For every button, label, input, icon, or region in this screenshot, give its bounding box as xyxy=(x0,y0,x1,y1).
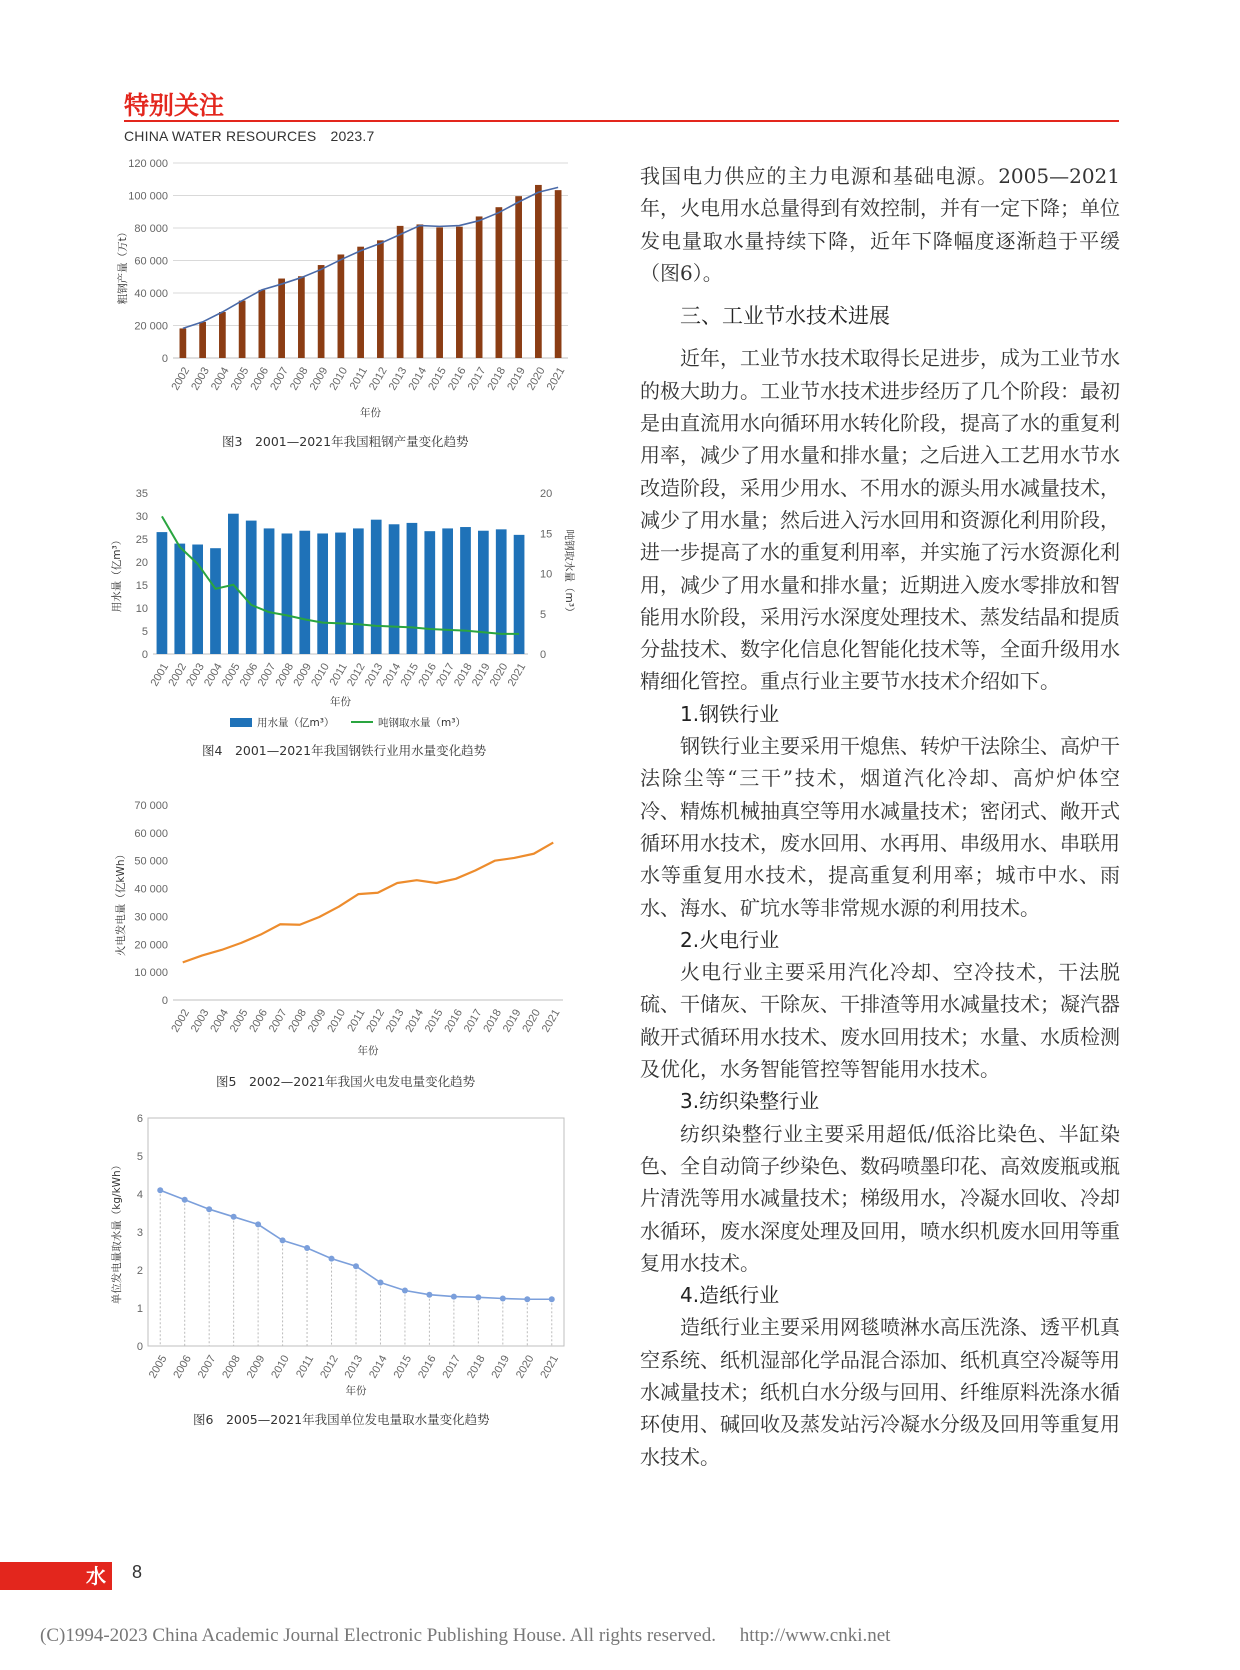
x-tick-label: 2010 xyxy=(327,365,351,393)
y-tick-label: 10 000 xyxy=(134,967,168,980)
data-point xyxy=(280,1237,286,1243)
x-tick-label: 2009 xyxy=(307,365,331,393)
paragraph: 纺织染整行业主要采用超低/低浴比染色、半缸染色、全自动筒子纱染色、数码喷墨印花、高效废瓶或瓶片清洗等用水减量技术；梯级用水，冷凝水回收、冷却水循环，废水深度处理及回用，喷水织机废水回用等重复用水技术。 xyxy=(640,1121,1120,1275)
x-axis-label: 年份 xyxy=(357,1045,379,1057)
page-number: 8 xyxy=(132,1562,143,1582)
x-tick-label: 2011 xyxy=(294,1353,317,1380)
x-tick-label: 2002 xyxy=(169,365,193,393)
x-tick-label: 2020 xyxy=(525,365,548,393)
x-tick-label: 2005 xyxy=(219,661,243,689)
x-tick-label: 2004 xyxy=(202,661,225,689)
paragraph: 近年，工业节水技术取得长足进步，成为工业节水的极大助力。工业节水技术进步经历了几个阶段：最初是由直流用水向循环用水转化阶段，提高了水的重复利用率，减少了用水量和排水量；之后进入工艺用水节水改造阶段，采用少用水、不用水的源头用水减量技术，减少了用水量；然后进入污水回用和资源化利用阶段，进一步提高了水的重复利用率，并实施了污水资源化利用，减少了用水量和排水量；近期进入废水零排放和智能用水阶段，采用污水深度处理技术、蒸发结晶和提质分盐技术、数字化信息化智能化技术等，全面升级用水精细化管控。重点行业主要节水技术介绍如下。 xyxy=(640,346,1120,694)
x-tick-label: 2011 xyxy=(347,365,370,392)
x-tick-label: 2003 xyxy=(188,1007,212,1035)
bar xyxy=(535,185,542,358)
figure-6-caption: 图6 2005—2021年我国单位发电量取水量变化趋势 xyxy=(193,1412,490,1427)
data-point xyxy=(475,1294,481,1300)
x-tick-label: 2013 xyxy=(342,1353,366,1381)
x-tick-label: 2004 xyxy=(209,365,232,393)
data-point xyxy=(231,1214,237,1220)
x-tick-label: 2013 xyxy=(383,1007,407,1035)
data-point xyxy=(426,1292,432,1298)
y-tick-label: 80 000 xyxy=(134,223,168,235)
bar xyxy=(371,520,382,654)
section-heading: 三、工业节水技术进展 xyxy=(680,304,890,329)
data-point xyxy=(549,1296,555,1302)
x-tick-label: 2019 xyxy=(500,1007,524,1035)
x-tick-label: 2014 xyxy=(367,1353,390,1381)
legend-swatch xyxy=(230,718,252,727)
figure-5 xyxy=(115,800,578,1070)
x-tick-label: 2009 xyxy=(291,661,315,689)
x-axis-label: 年份 xyxy=(345,1385,367,1397)
y-tick-label: 5 xyxy=(141,626,148,638)
x-tick-label: 2003 xyxy=(189,365,212,393)
x-tick-label: 2001 xyxy=(148,661,172,689)
subsection-heading: 2.火电行业 xyxy=(680,927,780,952)
x-tick-label: 2002 xyxy=(166,661,190,689)
x-tick-label: 2018 xyxy=(464,1353,488,1381)
series-line xyxy=(183,843,554,963)
bar xyxy=(442,528,453,654)
figure-4-caption: 图4 2001—2021年我国钢铁行业用水量变化趋势 xyxy=(202,743,487,758)
bar xyxy=(478,531,489,654)
x-tick-label: 2004 xyxy=(208,1007,232,1035)
y-tick-label: 100 000 xyxy=(128,190,168,203)
bar xyxy=(264,528,275,654)
y2-tick-label: 5 xyxy=(540,608,547,621)
y-tick-label: 6 xyxy=(136,1113,143,1125)
x-tick-label: 2009 xyxy=(244,1353,268,1381)
legend-label: 用水量（亿m³） xyxy=(257,717,335,729)
bar xyxy=(397,226,404,358)
y-tick-label: 0 xyxy=(161,353,168,365)
figure-5-caption: 图5 2002—2021年我国火电发电量变化趋势 xyxy=(216,1074,476,1089)
data-point xyxy=(402,1288,408,1294)
y-tick-label: 0 xyxy=(136,1341,143,1353)
header-divider xyxy=(124,120,1119,122)
x-tick-label: 2003 xyxy=(184,661,207,689)
x-tick-label: 2015 xyxy=(398,661,422,689)
x-tick-label: 2005 xyxy=(227,1007,251,1035)
data-point xyxy=(353,1263,359,1269)
y-tick-label: 25 xyxy=(135,534,148,546)
bar xyxy=(436,227,443,358)
bar xyxy=(496,529,507,654)
bar xyxy=(496,207,503,358)
x-tick-label: 2006 xyxy=(237,661,261,689)
chart-fig5 xyxy=(115,800,578,1070)
chart-fig4 xyxy=(111,485,588,740)
x-tick-label: 2021 xyxy=(538,1353,562,1381)
journal-name: CHINA WATER RESOURCES xyxy=(124,128,317,144)
y-tick-label: 50 000 xyxy=(134,855,168,868)
journal-line xyxy=(124,128,374,144)
y-axis-label: 火电发电量（亿kWh） xyxy=(115,848,127,957)
x-tick-label: 2020 xyxy=(520,1007,544,1035)
x-tick-label: 2011 xyxy=(327,661,350,688)
copyright-notice: (C)1994-2023 China Academic Journal Electronic Publishing House. All rights reserved. http://www.cnki.net xyxy=(40,1625,891,1646)
y-axis-label: 粗钢产量（万t） xyxy=(117,226,129,305)
y2-tick-label: 15 xyxy=(540,528,553,541)
bar xyxy=(278,279,285,358)
y-tick-label: 120 000 xyxy=(128,158,168,170)
y-tick-label: 1 xyxy=(136,1303,143,1315)
data-point xyxy=(451,1294,457,1300)
x-tick-label: 2008 xyxy=(220,1353,243,1381)
y-tick-label: 20 xyxy=(135,557,148,569)
figure-3 xyxy=(118,155,578,425)
x-tick-label: 2015 xyxy=(422,1007,446,1035)
data-point xyxy=(206,1206,212,1212)
bar xyxy=(180,328,187,358)
bar xyxy=(299,531,310,654)
x-tick-label: 2021 xyxy=(505,661,529,689)
bar xyxy=(389,524,400,654)
bar xyxy=(417,224,424,358)
y-tick-label: 35 xyxy=(135,488,148,500)
x-tick-label: 2017 xyxy=(465,365,489,393)
y-tick-label: 5 xyxy=(136,1151,143,1163)
bar xyxy=(210,548,221,654)
x-tick-label: 2017 xyxy=(440,1353,464,1381)
x-tick-label: 2012 xyxy=(344,661,368,689)
y-axis-label: 单位发电量取水量（kg/kWh） xyxy=(111,1159,123,1305)
x-tick-label: 2013 xyxy=(386,365,410,393)
y-tick-label: 30 000 xyxy=(134,911,168,924)
x-tick-label: 2018 xyxy=(452,661,475,689)
y-tick-label: 20 000 xyxy=(134,939,168,952)
chart-fig6 xyxy=(111,1110,588,1400)
data-point xyxy=(182,1197,188,1203)
x-tick-label: 2016 xyxy=(442,1007,466,1035)
bar xyxy=(476,216,483,358)
x-tick-label: 2014 xyxy=(406,365,430,393)
bar xyxy=(157,532,168,654)
x-tick-label: 2007 xyxy=(266,1007,290,1035)
bar xyxy=(239,301,246,358)
bar xyxy=(353,528,364,654)
article-body xyxy=(640,160,1120,1473)
y-tick-label: 0 xyxy=(141,649,148,661)
x-tick-label: 2012 xyxy=(367,365,390,393)
bar xyxy=(246,521,257,654)
subsection-heading: 4.造纸行业 xyxy=(680,1283,780,1308)
x-tick-label: 2016 xyxy=(416,661,440,689)
chart-fig3 xyxy=(118,155,578,425)
data-point xyxy=(157,1187,163,1193)
x-tick-label: 2017 xyxy=(461,1007,485,1035)
y2-tick-label: 20 xyxy=(540,488,553,500)
y-axis-label: 用水量（亿m³） xyxy=(111,534,123,613)
x-tick-label: 2008 xyxy=(288,365,311,393)
x-tick-label: 2013 xyxy=(362,661,386,689)
y-tick-label: 4 xyxy=(136,1189,143,1201)
x-tick-label: 2014 xyxy=(403,1007,427,1035)
x-axis-label: 年份 xyxy=(330,696,351,708)
x-tick-label: 2012 xyxy=(318,1353,341,1381)
x-tick-label: 2018 xyxy=(485,365,509,393)
bar xyxy=(335,533,346,654)
section-header: 特别关注 xyxy=(124,91,225,120)
data-point xyxy=(255,1221,261,1227)
x-tick-label: 2008 xyxy=(273,661,297,689)
x-axis-label: 年份 xyxy=(360,407,381,419)
x-tick-label: 2008 xyxy=(286,1007,310,1035)
paragraph: 钢铁行业主要采用干熄焦、转炉干法除尘、高炉干法除尘等“三干”技术，烟道汽化冷却、高炉炉体空冷、精炼机械抽真空等用水减量技术；密闭式、敞开式循环用水技术，废水回用、水再用、串级用水、串联用水等重复用水技术，提高重复利用率；城市中水、雨水、海水、矿坑水等非常规水源的利用技术。 xyxy=(640,734,1120,920)
subsection-heading: 3.纺织染整行业 xyxy=(680,1089,820,1114)
y2-axis-label: 吨钢取水量（m³） xyxy=(563,529,575,618)
bar xyxy=(357,247,364,358)
y-tick-label: 30 xyxy=(135,511,148,523)
bar xyxy=(199,322,206,358)
bar xyxy=(338,254,345,358)
bar xyxy=(259,290,266,358)
x-tick-label: 2020 xyxy=(513,1353,537,1381)
x-tick-label: 2016 xyxy=(446,365,469,393)
x-tick-label: 2016 xyxy=(416,1353,439,1381)
x-tick-label: 2015 xyxy=(391,1353,415,1381)
x-tick-label: 2006 xyxy=(171,1353,194,1381)
x-tick-label: 2014 xyxy=(380,661,404,689)
bar xyxy=(298,276,305,358)
figure-3-caption: 图3 2001—2021年我国粗钢产量变化趋势 xyxy=(222,434,469,449)
x-tick-label: 2005 xyxy=(146,1353,170,1381)
x-tick-label: 2015 xyxy=(426,365,449,393)
x-tick-label: 2019 xyxy=(505,365,528,393)
x-tick-label: 2017 xyxy=(434,661,457,689)
x-tick-label: 2011 xyxy=(345,1007,368,1034)
y-tick-label: 60 000 xyxy=(134,827,168,840)
y2-tick-label: 0 xyxy=(540,649,547,661)
y2-tick-label: 10 xyxy=(540,568,553,581)
bar xyxy=(407,523,418,654)
x-tick-label: 2018 xyxy=(481,1007,505,1035)
data-point xyxy=(377,1280,383,1286)
bar xyxy=(282,533,293,654)
bar xyxy=(174,544,185,654)
figure-6 xyxy=(111,1110,588,1400)
y-tick-label: 10 xyxy=(135,603,148,615)
bar xyxy=(219,312,226,358)
x-tick-label: 2007 xyxy=(268,365,291,393)
y-tick-label: 3 xyxy=(136,1227,143,1239)
y-tick-label: 60 000 xyxy=(134,255,168,268)
x-tick-label: 2019 xyxy=(489,1353,513,1381)
y-tick-label: 40 000 xyxy=(134,288,168,300)
data-point xyxy=(500,1296,506,1302)
bar xyxy=(456,227,463,358)
bar xyxy=(424,531,435,654)
x-tick-label: 2005 xyxy=(228,365,252,393)
x-tick-label: 2007 xyxy=(195,1353,219,1381)
x-tick-label: 2010 xyxy=(269,1353,292,1381)
y-tick-label: 0 xyxy=(161,995,168,1007)
data-point xyxy=(329,1256,335,1262)
bar xyxy=(317,533,328,654)
legend-label: 吨钢取水量（m³） xyxy=(378,717,466,729)
x-tick-label: 2007 xyxy=(255,661,279,689)
paragraph: 造纸行业主要采用网毯喷淋水高压洗涤、透平机真空系统、纸机湿部化学品混合添加、纸机真空冷凝等用水减量技术；纸机白水分级与回用、纤维原料洗涤水循环使用、碱回收及蒸发站污冷凝水分级及回用等重复用水技术。 xyxy=(640,1315,1120,1469)
data-point xyxy=(304,1245,310,1251)
bar xyxy=(555,190,562,358)
x-tick-label: 2019 xyxy=(469,661,493,689)
x-tick-label: 2002 xyxy=(169,1007,193,1035)
y-tick-label: 15 xyxy=(135,580,148,592)
y-tick-label: 2 xyxy=(136,1265,143,1277)
x-tick-label: 2010 xyxy=(325,1007,349,1035)
bar xyxy=(377,240,384,358)
y-tick-label: 20 000 xyxy=(134,320,168,333)
data-point xyxy=(524,1296,530,1302)
footer-logo-mark: 水 xyxy=(86,1564,106,1588)
x-tick-label: 2006 xyxy=(247,1007,271,1035)
paragraph: 我国电力供应的主力电源和基础电源。2005—2021年，火电用水总量得到有效控制，并有一定下降；单位发电量取水量持续下降，近年下降幅度逐渐趋于平缓（图6）。 xyxy=(640,164,1120,285)
y-tick-label: 70 000 xyxy=(134,800,168,812)
bar xyxy=(514,535,525,654)
x-tick-label: 2021 xyxy=(539,1007,563,1035)
paragraph: 火电行业主要采用汽化冷却、空冷技术，干法脱硫、干储灰、干除灰、干排渣等用水减量技术；凝汽器敞开式循环用水技术、废水回用技术；水量、水质检测及优化，水务智能管控等智能用水技术。 xyxy=(640,960,1120,1082)
x-tick-label: 2006 xyxy=(248,365,272,393)
bar xyxy=(460,527,471,654)
y-tick-label: 40 000 xyxy=(134,883,168,896)
figure-4 xyxy=(111,485,588,740)
x-tick-label: 2010 xyxy=(309,661,332,689)
x-tick-label: 2020 xyxy=(487,661,511,689)
x-tick-label: 2021 xyxy=(544,365,568,393)
x-tick-label: 2012 xyxy=(364,1007,388,1035)
bar xyxy=(515,196,522,358)
bar xyxy=(318,265,325,358)
subsection-heading: 1.钢铁行业 xyxy=(680,701,780,726)
journal-issue: 2023.7 xyxy=(330,128,375,144)
x-tick-label: 2009 xyxy=(305,1007,329,1035)
